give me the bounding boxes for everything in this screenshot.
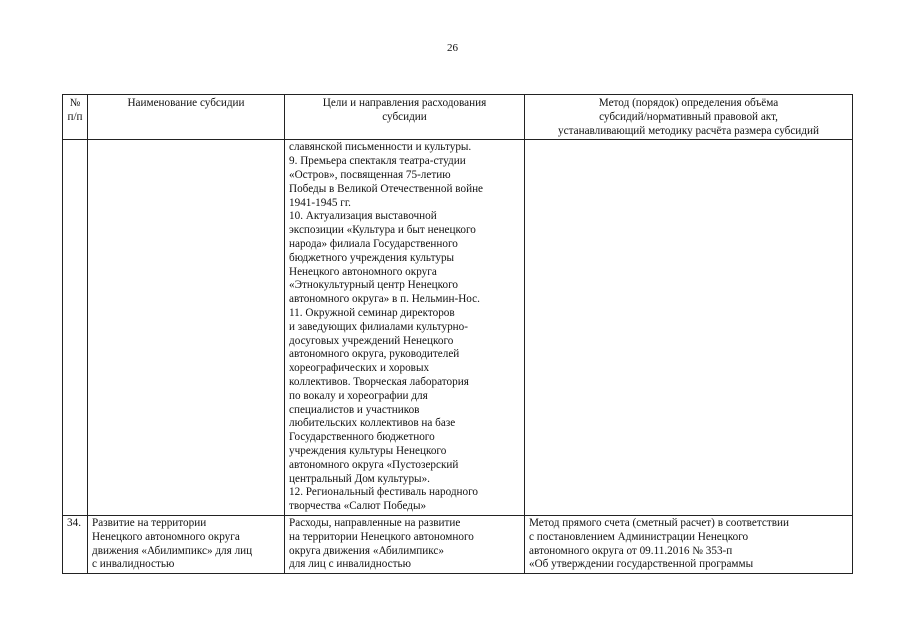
subsidies-table [62,94,853,574]
text-line: 9. Премьера спектакля театра-студии [289,155,466,168]
table-row-continuation [63,140,853,516]
text-line: «Об утверждении государственной программы [529,558,754,571]
text-line: «Этнокультурный центр Ненецкого [289,279,459,292]
cell-goals [285,515,525,573]
text-line: славянской письменности и культуры. [289,141,472,154]
text-line: Ненецкого автономного округа [289,265,437,278]
text-line: Развитие на территории [92,516,207,529]
text-line: с инвалидностью [92,558,175,571]
page-number: 26 [447,42,458,54]
text-line: центральный Дом культуры». [289,472,430,485]
text-line: Цели и направления расходования [322,97,487,109]
text-line: творчества «Салют Победы» [289,500,427,513]
text-line: субсидий/нормативный правовой акт, [599,110,778,123]
text-line: округа движения «Абилимпикс» [289,544,444,557]
text-line: с постановлением Администрации Ненецкого [529,530,749,543]
text-line: Метод (порядок) определения объёма [598,97,779,109]
text-line: движения «Абилимпикс» для лиц [92,544,253,557]
header-goals [285,95,525,140]
text-line: Наименование субсидии [127,97,245,109]
text-line: № [69,97,81,109]
text-line: коллективов. Творческая лаборатория [289,375,469,388]
text-line: Метод прямого счета (сметный расчет) в соответствии [529,516,789,529]
text-line: по вокалу и хореографии для [289,389,428,402]
text-line: 11. Окружной семинар директоров [289,306,455,319]
text-line: 1941-1945 гг. [289,196,351,209]
text-line: досуговых учреждений Ненецкого [289,334,454,347]
text-line: хореографических и хоровых [289,362,430,375]
header-method [525,95,853,140]
table-header-row [63,95,853,140]
text-line: для лиц с инвалидностью [289,558,411,571]
text-line: автономного округа «Пустозерский [289,458,459,471]
text-line: «Остров», посвященная 75-летию [289,168,451,181]
text-line: устанавливающий методику расчёта размера субсидий [558,124,819,137]
text-line: Государственного бюджетного [289,431,435,444]
header-subsidy-name [88,95,285,140]
text-line: специалистов и участников [289,403,420,416]
text-line: учреждения культуры Ненецкого [289,444,447,457]
text-line: Победы в Великой Отечественной войне [289,182,484,195]
text-line: Ненецкого автономного округа [92,530,240,543]
text-line: субсидии [382,110,427,123]
text-line: Расходы, направленные на развитие [289,516,461,529]
cell-subsidy-name [88,515,285,573]
cell-number [63,140,88,516]
text-line: и заведующих филиалами культурно- [289,320,468,333]
header-number [63,95,88,140]
text-line: народа» филиала Государственного [289,237,458,250]
text-line: автономного округа» в п. Нельмин-Нос. [289,293,480,306]
text-line: 12. Региональный фестиваль народного [289,486,479,499]
text-line: на территории Ненецкого автономного [289,530,474,543]
text-line: бюджетного учреждения культуры [289,251,455,264]
text-line: п/п [67,110,83,123]
cell-number: 34. [63,515,88,573]
text-line: любительских коллективов на базе [289,417,456,430]
cell-goals [285,140,525,516]
text-line: 10. Актуализация выставочной [289,210,437,223]
cell-method [525,515,853,573]
text-line: автономного округа от 09.11.2016 № 353-п [529,544,733,557]
table-row-34 [63,515,853,573]
text-line: автономного округа, руководителей [289,348,460,361]
text-line: экспозиции «Культура и быт ненецкого [289,224,476,237]
cell-subsidy-name [88,140,285,516]
cell-method [525,140,853,516]
